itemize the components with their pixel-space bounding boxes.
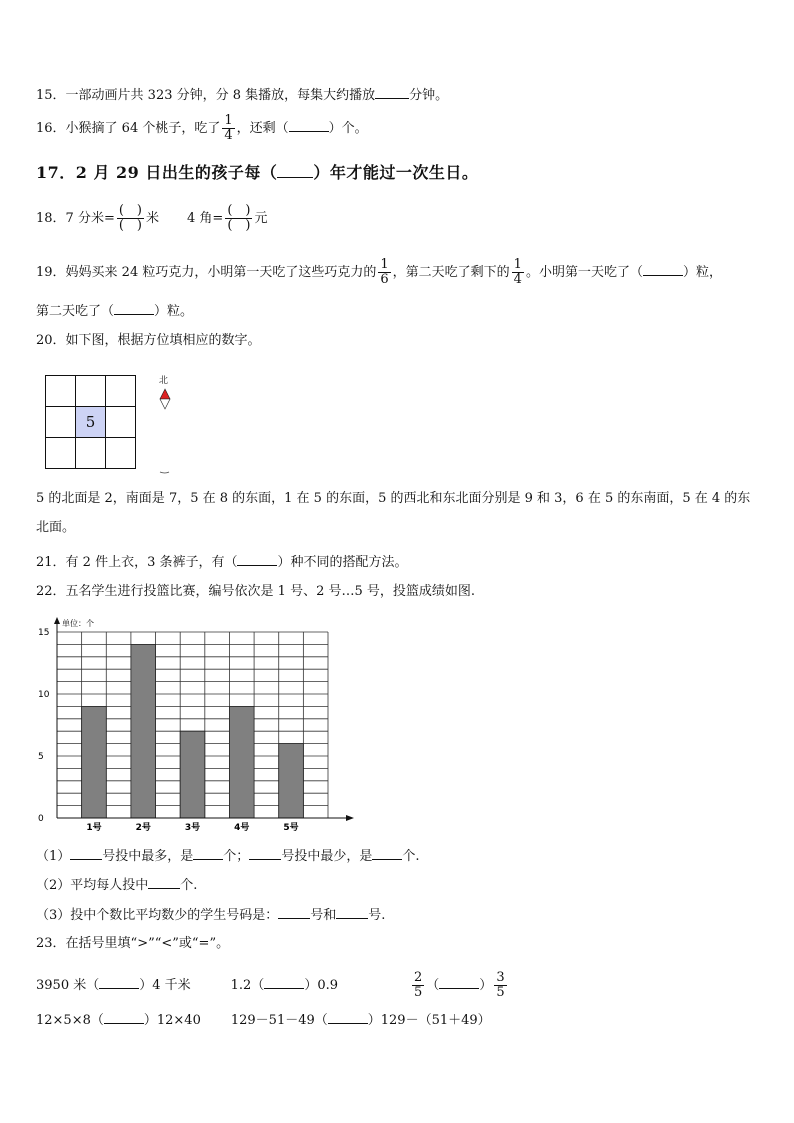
x-tick-label: 4号 <box>234 823 250 833</box>
q23-r1-f: ） <box>479 978 493 993</box>
q22-sub1-text-d: 号投中最少，是 <box>281 849 373 864</box>
question-19-line-1 <box>36 258 722 287</box>
q19-frac2-den: 4 <box>513 272 522 287</box>
q18-prefix: 18．7 分米= <box>36 211 115 226</box>
q18-unit-1: 米 <box>146 211 160 226</box>
q21-answer-blank[interactable] <box>237 551 277 566</box>
q19-answer-blank-2[interactable] <box>114 300 154 315</box>
question-23-row-1 <box>36 971 509 1000</box>
q19-text-d: ）粒， <box>682 265 722 280</box>
q22-sub1-blank-1[interactable] <box>70 845 102 860</box>
q18-unit-2: 元 <box>254 211 268 226</box>
q23-r2-c: 129－51－49（ <box>230 1013 328 1028</box>
q22-sub1-blank-4[interactable] <box>372 845 402 860</box>
q19-fraction-2 <box>512 258 524 287</box>
q23-r2-a: 12×5×8（ <box>36 1013 104 1028</box>
q22-sub3-text-a: （3）投中个数比平均数少的学生号码是： <box>36 908 279 923</box>
q19-text-b: ，第二天吃了剩下的 <box>392 265 510 280</box>
q23-r1-blank-1[interactable] <box>99 974 139 989</box>
q19-frac2-num: 1 <box>513 257 522 272</box>
q22-sub2-text-a: （2）平均每人投中 <box>36 878 149 893</box>
question-22-sub-2 <box>36 874 197 895</box>
q19-text-f: ）粒。 <box>154 304 194 319</box>
q17-answer-blank[interactable] <box>277 161 313 178</box>
q23-fraction-2 <box>494 971 506 1000</box>
grid-cell[interactable] <box>106 407 136 438</box>
y-tick-label: 5 <box>38 752 44 762</box>
q23-fraction-1 <box>412 971 424 1000</box>
q22-sub1-blank-3[interactable] <box>249 845 281 860</box>
question-20-title: 20．如下图，根据方位填相应的数字。 <box>36 333 261 348</box>
bar <box>279 744 304 818</box>
q23-frac1-den: 5 <box>414 985 423 1000</box>
q16-text-mid: ，还剩（ <box>236 121 289 136</box>
q16-fraction <box>222 114 234 143</box>
x-tick-label: 5号 <box>283 823 299 833</box>
q23-r2-blank-1[interactable] <box>104 1009 144 1024</box>
question-22-sub-1 <box>36 845 419 866</box>
q22-sub1-text-b: 号投中最多，是 <box>102 849 194 864</box>
q19-fraction-1 <box>378 258 390 287</box>
unit-label: 单位：个 <box>62 619 94 628</box>
question-23-title: 23．在括号里填“>”“<”或“=”。 <box>36 936 230 951</box>
q18-fraction-2[interactable] <box>225 204 252 233</box>
question-20-description-1: 5 的北面是 2，南面是 7，5 在 8 的东面，1 在 5 的东面，5 的西北和东北面分别是 9 和 3，6 在 5 的东南面，5 在 4 的东 <box>36 491 751 506</box>
question-18 <box>36 204 267 233</box>
q16-frac-num: 1 <box>224 113 233 128</box>
q15-answer-blank[interactable] <box>375 84 409 99</box>
bar <box>131 644 156 818</box>
q23-r1-d: ）0.9 <box>304 978 338 993</box>
q23-frac2-den: 5 <box>496 985 505 1000</box>
question-22-sub-3 <box>36 904 385 925</box>
q23-frac1-num: 2 <box>414 970 423 985</box>
q23-r1-blank-2[interactable] <box>264 974 304 989</box>
q23-r2-blank-2[interactable] <box>328 1009 368 1024</box>
question-21 <box>36 551 408 572</box>
q19-text-e: 第二天吃了（ <box>36 304 115 319</box>
q19-text-c: 。小明第一天吃了（ <box>525 265 643 280</box>
q16-frac-den: 4 <box>224 128 233 143</box>
q23-r2-d: ）129－（51＋49） <box>367 1013 491 1028</box>
grid-cell[interactable] <box>46 407 76 438</box>
q18-frac1-den: ( ) <box>118 218 142 233</box>
grid-cell-center: 5 <box>75 407 105 438</box>
direction-grid <box>45 375 136 469</box>
question-19-line-2 <box>36 300 193 321</box>
bar <box>82 706 107 818</box>
question-15 <box>36 84 448 105</box>
bar-chart <box>30 612 360 836</box>
q17-text-end: ）年才能过一次生日。 <box>313 163 479 182</box>
grid-cell[interactable] <box>46 438 76 469</box>
question-16 <box>36 114 368 143</box>
y-tick-label: 0 <box>38 814 44 824</box>
q22-sub3-text-c: 号. <box>368 908 386 923</box>
q18-frac1-num: ( ) <box>118 203 142 218</box>
q19-answer-blank-1[interactable] <box>643 261 683 276</box>
q22-sub2-blank[interactable] <box>148 874 180 889</box>
q19-text-a: 19．妈妈买来 24 粒巧克力，小明第一天吃了这些巧克力的 <box>36 265 377 280</box>
q22-sub1-blank-2[interactable] <box>193 845 223 860</box>
q23-frac2-num: 3 <box>496 970 505 985</box>
q22-sub3-blank-1[interactable] <box>278 904 310 919</box>
y-axis-arrow <box>54 617 60 624</box>
q23-r1-b: ）4 千米 <box>139 978 191 993</box>
x-tick-label: 3号 <box>184 823 201 833</box>
x-tick-label: 2号 <box>135 823 151 833</box>
question-17 <box>36 161 478 182</box>
q18-middle: 4 角= <box>187 211 224 226</box>
q19-frac1-num: 1 <box>380 257 389 272</box>
q18-fraction-1[interactable] <box>117 204 144 233</box>
q17-text: 17．2 月 29 日出生的孩子每（ <box>36 163 278 182</box>
x-tick-label: 1号 <box>86 823 102 833</box>
q23-r1-a: 3950 米（ <box>36 978 100 993</box>
q22-sub1-label: （1） <box>36 849 71 864</box>
q18-frac2-num: ( ) <box>227 203 251 218</box>
question-23-row-2 <box>36 1009 491 1030</box>
q21-text: 21．有 2 件上衣，3 条裤子，有（ <box>36 555 238 570</box>
q15-text: 15．一部动画片共 323 分钟，分 8 集播放，每集大约播放 <box>36 88 376 103</box>
q22-sub2-text-b: 个. <box>180 878 198 893</box>
x-axis-arrow <box>346 815 354 821</box>
q22-sub1-text-e: 个. <box>402 849 420 864</box>
q15-text-end: 分钟。 <box>409 88 449 103</box>
q16-text: 16．小猴摘了 64 个桃子，吃了 <box>36 121 221 136</box>
y-tick-label: 10 <box>38 690 50 700</box>
question-20-description-2: 北面。 <box>36 520 76 535</box>
q21-text-end: ）种不同的搭配方法。 <box>277 555 408 570</box>
grid-cell[interactable] <box>106 438 136 469</box>
question-22-title: 22．五名学生进行投篮比赛，编号依次是 1 号、2 号…5 号，投篮成绩如图. <box>36 584 476 599</box>
q22-sub1-text-c: 个； <box>223 849 250 864</box>
q22-sub3-blank-2[interactable] <box>336 904 368 919</box>
grid-cell[interactable] <box>75 438 105 469</box>
q19-frac1-den: 6 <box>380 272 389 287</box>
q16-text-end: ）个。 <box>328 121 368 136</box>
chart-labels <box>38 618 299 833</box>
q16-answer-blank[interactable] <box>289 117 329 132</box>
north-label: 北 <box>159 376 169 386</box>
q23-r1-blank-3[interactable] <box>439 974 479 989</box>
grid-cell[interactable] <box>46 376 76 407</box>
north-arrow-icon <box>158 388 172 478</box>
q23-r1-c: 1.2（ <box>230 978 265 993</box>
y-tick-label: 15 <box>38 628 50 638</box>
bar <box>229 706 254 818</box>
bar <box>180 731 205 818</box>
q18-frac2-den: ( ) <box>227 218 251 233</box>
grid-cell[interactable] <box>106 376 136 407</box>
grid-cell[interactable] <box>75 376 105 407</box>
q22-sub3-text-b: 号和 <box>310 908 337 923</box>
q23-r2-b: ）12×40 <box>143 1013 201 1028</box>
q23-r1-e: （ <box>426 978 440 993</box>
